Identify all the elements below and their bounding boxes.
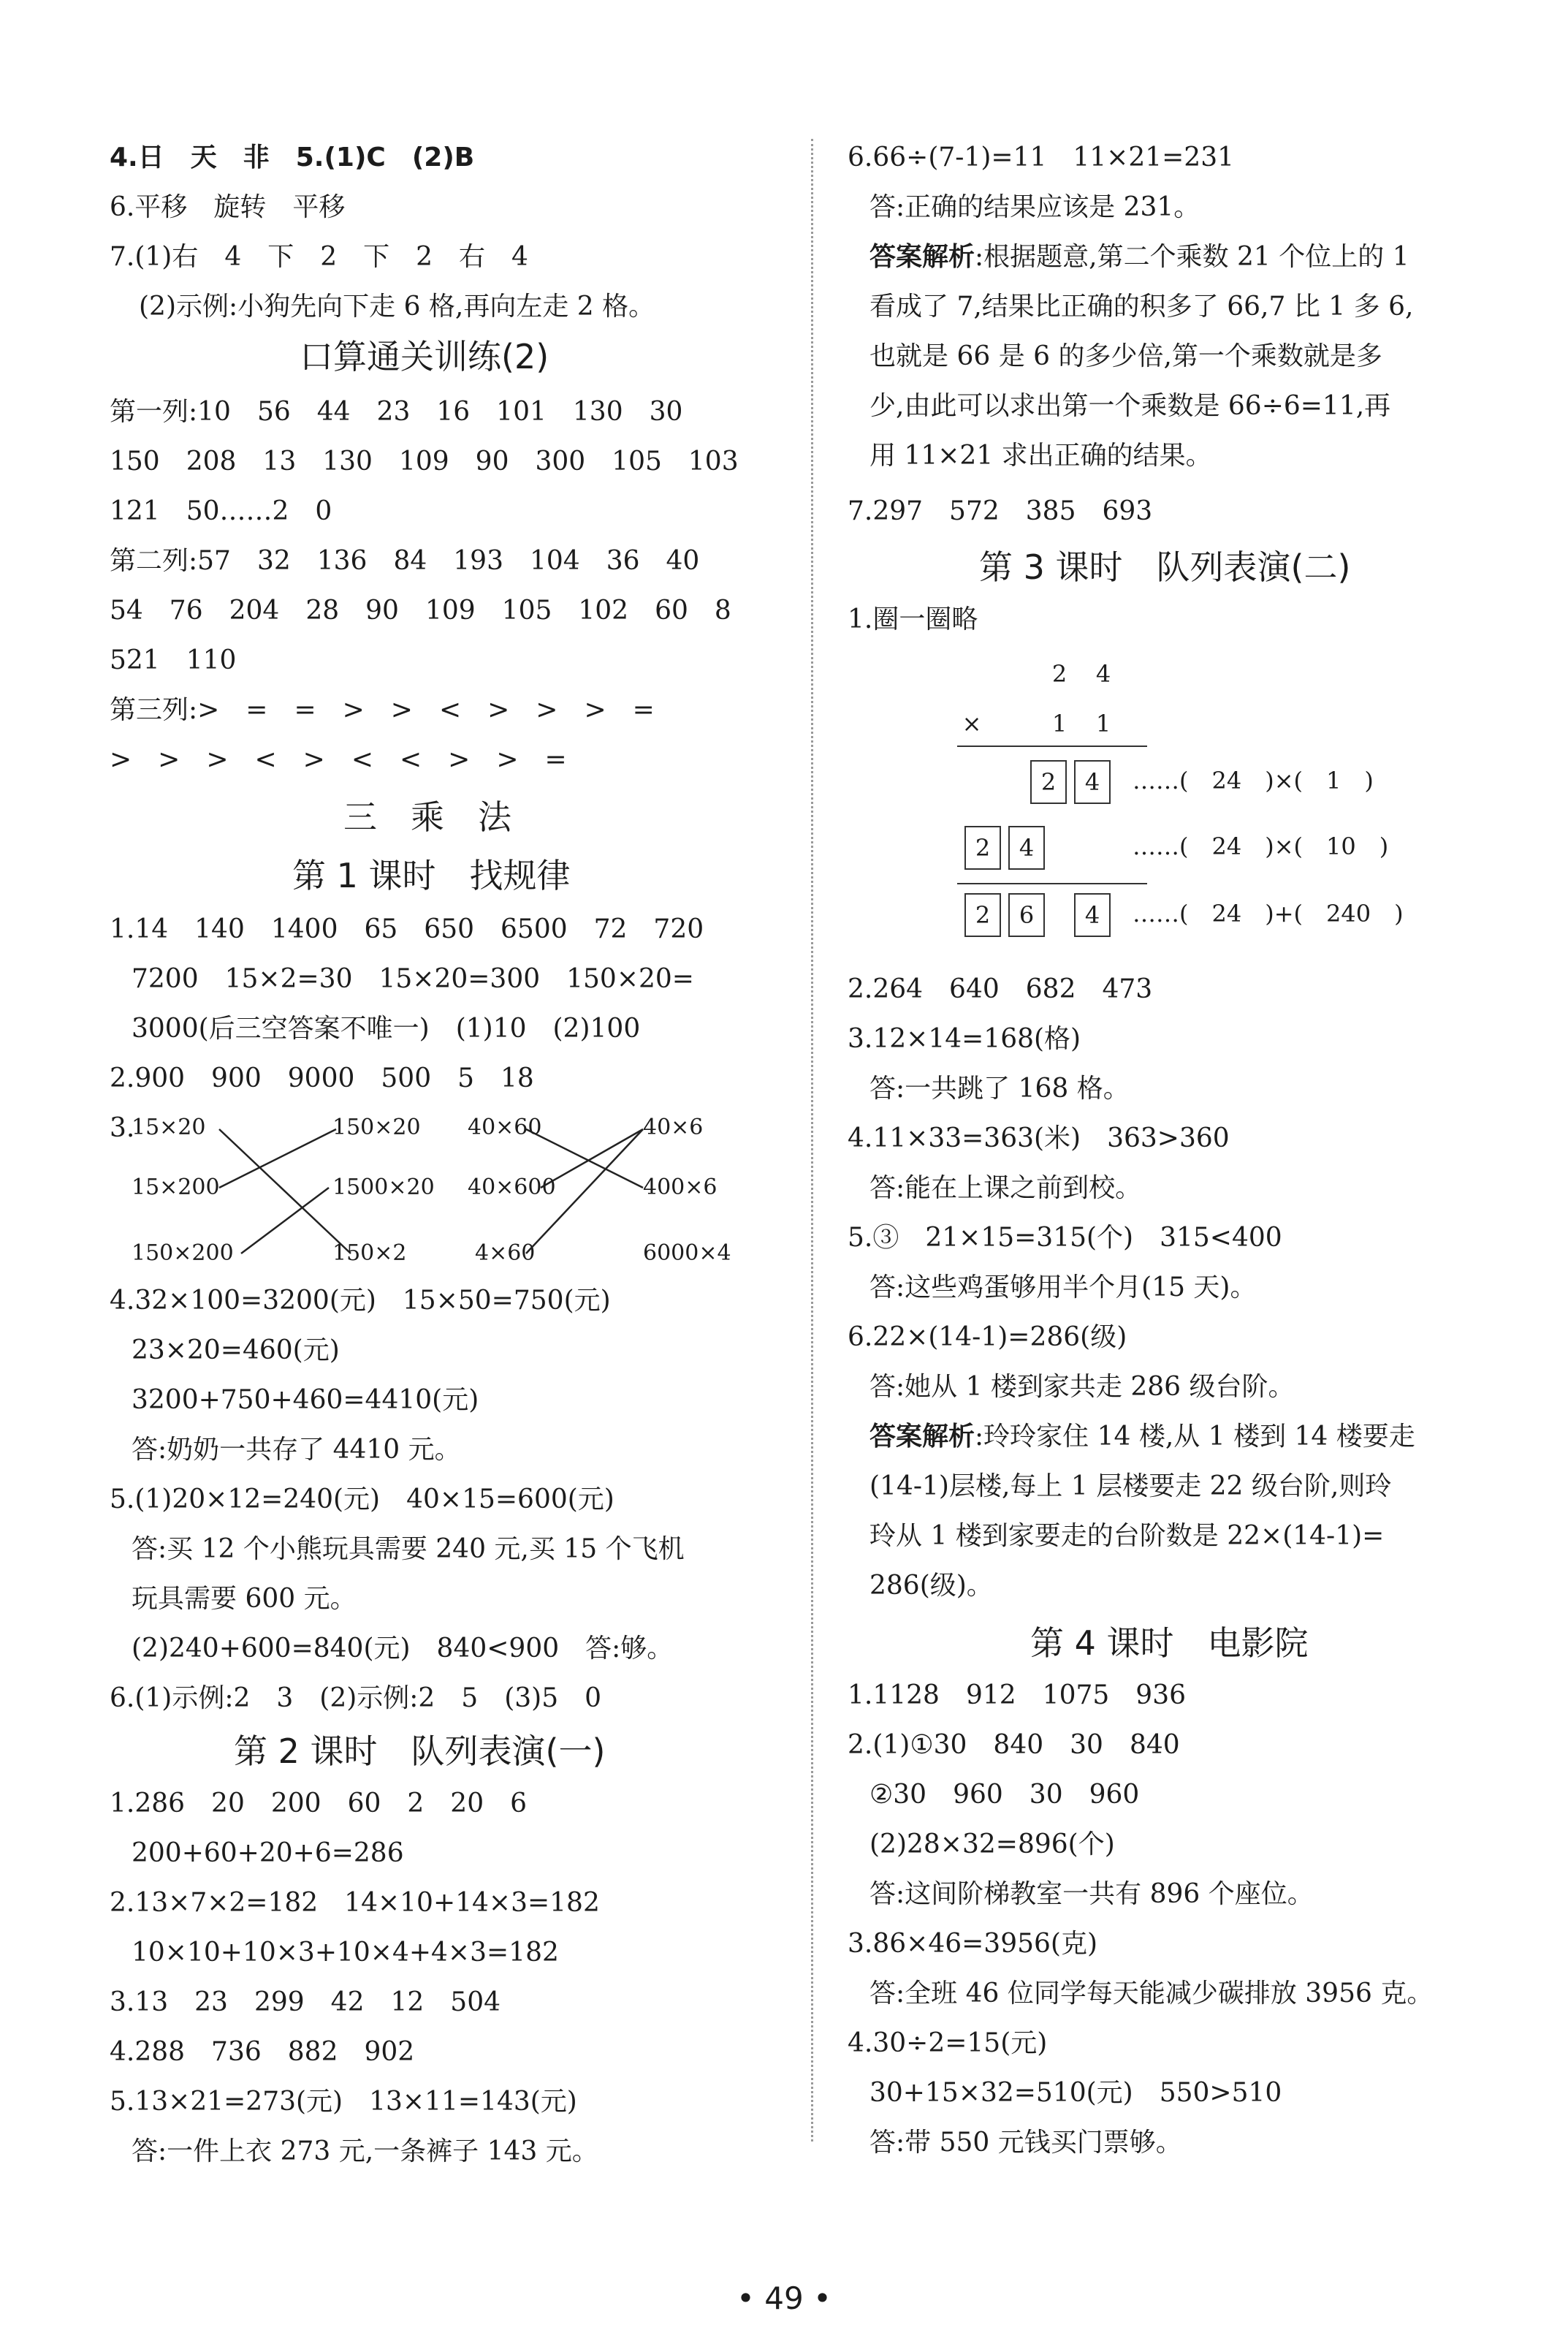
answer-line: 5.(1)20×12=240(元) 40×15=600(元) [110,1484,614,1514]
answer-line: 200+60+20+6=286 [132,1838,404,1868]
question-label: 3. [110,1113,135,1143]
answer-line: 答案解析:玲玲家住 14 楼,从 1 楼到 14 楼要走 [869,1422,1415,1452]
match-right-item: 150×2 [332,1240,407,1266]
answer-line: 1.286 20 200 60 2 20 6 [110,1788,528,1818]
vertical-multiplication [862,650,1520,957]
answer-line: 答:奶奶一共存了 4410 元。 [132,1435,461,1465]
match-left-item: 4×60 [475,1240,536,1266]
match-right-item: 40×6 [643,1115,704,1140]
step-note: ……( 24 )×( 1 ) [1133,767,1374,794]
answer-line: 121 50……2 0 [110,496,332,526]
answer-line: 1.圈一圈略 [848,604,978,634]
answer-line: 4.288 736 882 902 [110,2037,415,2067]
answer-line: 3.13 23 299 42 12 504 [110,1987,501,2017]
answer-line: 7.297 572 385 693 [848,496,1153,526]
answer-line: 3.86×46=3956(克) [848,1929,1097,1959]
answer-line: 1.1128 912 1075 936 [848,1680,1187,1710]
answer-line: > > > < > < < > > = [110,745,567,775]
answer-line: 第一列:10 56 44 23 16 101 130 30 [110,397,683,427]
answer-line: 答:能在上课之前到校。 [869,1173,1142,1203]
answer-line: 6.66÷(7-1)=11 11×21=231 [848,143,1235,172]
answer-line: 30+15×32=510(元) 550>510 [869,2078,1282,2108]
unit-heading: 三 乘 法 [343,797,511,837]
answer-line: 5.③ 21×15=315(个) 315<400 [848,1223,1282,1253]
answer-line: 10×10+10×3+10×4+4×3=182 [132,1938,559,1968]
answer-line: 521 110 [110,645,237,675]
answer-line: 3.12×14=168(格) [848,1024,1081,1054]
answer-line: 答:正确的结果应该是 231。 [869,192,1200,222]
step-note: ……( 24 )×( 10 ) [1133,832,1389,860]
answer-line: 玩具需要 600 元。 [132,1584,357,1614]
answer-line: 答:带 550 元钱买门票够。 [869,2128,1182,2158]
digit-box: 4 [1074,893,1111,937]
digit-box: 4 [1074,760,1111,804]
answer-line: 5.13×21=273(元) 13×11=143(元) [110,2087,577,2117]
answer-line: 3000(后三空答案不唯一) (1)10 (2)100 [132,1014,641,1044]
answer-line: 看成了 7,结果比正确的积多了 66,7 比 1 多 6, [869,292,1414,322]
match-left-item: 150×200 [132,1240,234,1266]
answer-line: 用 11×21 求出正确的结果。 [869,441,1212,471]
answer-line: 2.(1)①30 840 30 840 [848,1730,1180,1760]
step-note: ……( 24 )+( 240 ) [1133,900,1404,927]
answer-line: (2)示例:小狗先向下走 6 格,再向左走 2 格。 [139,292,655,322]
match-line [526,1129,643,1253]
lesson-heading: 第 4 课时 电影院 [1030,1623,1309,1663]
answer-line: 少,由此可以求出第一个乘数是 66÷6=11,再 [869,391,1391,421]
underline [957,883,1147,884]
analysis-label: 答案解析 [869,242,975,272]
answer-line: 答:一件上衣 273 元,一条裤子 143 元。 [132,2136,598,2166]
answer-line: 2.13×7×2=182 14×10+14×3=182 [110,1888,600,1918]
answer-line: (2)28×32=896(个) [869,1829,1115,1859]
answer-line: 也就是 66 是 6 的多少倍,第一个乘数就是多 [869,341,1382,371]
page-number: • 49 • [737,2280,831,2316]
answer-line: 7200 15×2=30 15×20=300 150×20= [132,964,694,994]
match-right-item: 150×20 [332,1115,421,1140]
times-sign: × [962,710,982,737]
answer-line: 150 208 13 130 109 90 300 105 103 [110,447,739,477]
answer-line: 答:一共跳了 168 格。 [869,1074,1130,1104]
match-left-item: 40×600 [468,1175,556,1200]
answer-line: 答:全班 46 位同学每天能减少碳排放 3956 克。 [869,1979,1434,2008]
answer-line: 4.30÷2=15(元) [848,2028,1048,2058]
match-right-item: 6000×4 [643,1240,731,1266]
digit-box: 4 [1008,826,1045,870]
answer-line: 7.(1)右 4 下 2 下 2 右 4 [110,242,528,272]
answer-line: 1.14 140 1400 65 650 6500 72 720 [110,914,704,944]
match-left-item: 15×200 [132,1175,220,1200]
answer-line: 答:她从 1 楼到家共走 286 级台阶。 [869,1372,1295,1402]
answer-line: (2)240+600=840(元) 840<900 答:够。 [132,1634,674,1664]
digit-box: 2 [1030,760,1067,804]
answer-line: 2.900 900 9000 500 5 18 [110,1063,534,1093]
answer-line: 玲从 1 楼到家要走的台阶数是 22×(14-1)= [869,1521,1385,1551]
answer-line: 4.日 天 非 5.(1)C (2)B [110,143,475,172]
column-divider [811,139,813,2142]
answer-line: 23×20=460(元) [132,1335,340,1365]
match-left-item: 40×60 [468,1115,542,1140]
lesson-heading: 第 2 课时 队列表演(一) [234,1731,606,1771]
digit-box: 2 [964,893,1001,937]
answer-line: 4.32×100=3200(元) 15×50=750(元) [110,1286,611,1316]
section-heading: 口算通关训练(2) [300,337,549,376]
answer-line: 答:这些鸡蛋够用半个月(15 天)。 [869,1272,1257,1302]
answer-line: 6.平移 旋转 平移 [110,192,346,222]
answer-line: 286(级)。 [869,1571,993,1601]
digit: 2 [1051,660,1067,688]
answer-line: 答:买 12 个小熊玩具需要 240 元,买 15 个飞机 [132,1534,685,1564]
answer-line: ②30 960 30 960 [869,1780,1140,1810]
answer-line: 3200+750+460=4410(元) [132,1385,479,1415]
answer-line: 第三列:> = = > > < > > > = [110,695,655,725]
answer-line: (14-1)层楼,每上 1 层楼要走 22 级台阶,则玲 [869,1471,1392,1501]
answer-line: 答:这间阶梯教室一共有 896 个座位。 [869,1879,1314,1909]
answer-line: 6.22×(14-1)=286(级) [848,1322,1127,1352]
match-right-item: 1500×20 [332,1175,435,1200]
lesson-heading: 第 1 课时 找规律 [292,856,571,895]
match-left-item: 15×20 [132,1115,206,1140]
digit-box: 6 [1008,893,1045,937]
digit: 1 [1051,710,1067,737]
answer-line: 答案解析:根据题意,第二个乘数 21 个位上的 1 [869,242,1409,272]
digit-box: 2 [964,826,1001,870]
analysis-label: 答案解析 [869,1422,975,1452]
digit: 4 [1095,660,1111,688]
underline [957,746,1147,747]
digit: 1 [1095,710,1111,737]
answer-line: 54 76 204 28 90 109 105 102 60 8 [110,596,731,626]
match-right-item: 400×6 [643,1175,718,1200]
answer-line: 6.(1)示例:2 3 (2)示例:2 5 (3)5 0 [110,1683,602,1713]
answer-line: 第二列:57 32 136 84 193 104 36 40 [110,546,700,576]
lesson-heading: 第 3 课时 队列表演(二) [979,547,1351,587]
matching-lines-extra [132,1107,775,1275]
answer-line: 4.11×33=363(米) 363>360 [848,1123,1230,1153]
answer-line: 2.264 640 682 473 [848,974,1153,1004]
